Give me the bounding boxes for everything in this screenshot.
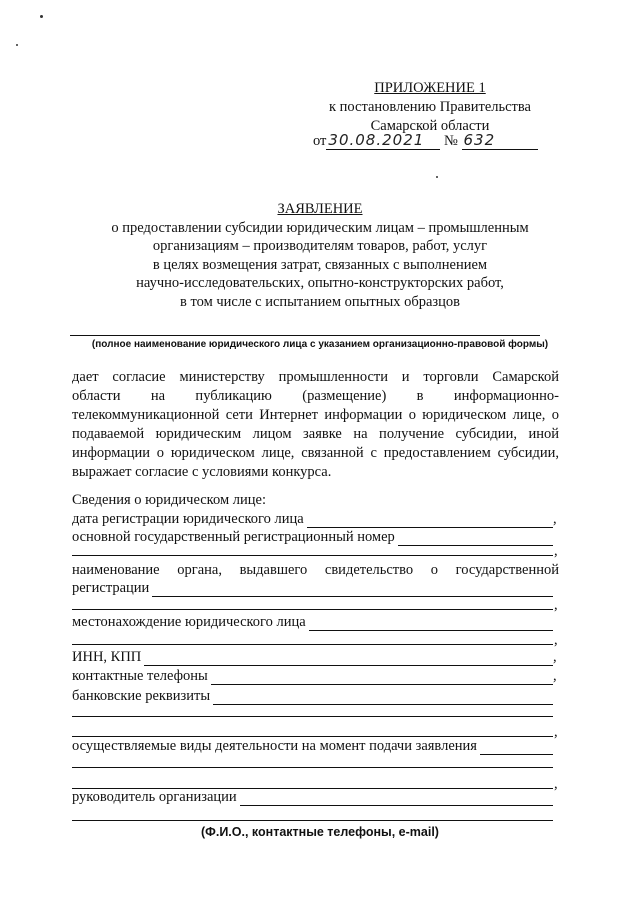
handwritten-date: 30.08.2021 <box>326 131 440 150</box>
title-line: в целях возмещения затрат, связанных с выполнением <box>152 256 488 273</box>
reg-date-label: дата регистрации юридического лица <box>72 511 304 527</box>
bank-row <box>72 687 559 705</box>
reg-date-field[interactable] <box>307 514 553 528</box>
comma: , <box>554 597 558 613</box>
ogrn-label: основной государственный регистрационный номер <box>72 529 395 545</box>
ogrn-field-continued[interactable] <box>72 555 553 556</box>
phones-row <box>72 667 559 685</box>
section-heading: Сведения о юридическом лице: <box>72 492 266 508</box>
annex-region: Самарской области <box>370 118 490 134</box>
comma: , <box>554 543 558 559</box>
scan-speck <box>436 176 438 178</box>
phones-field[interactable] <box>211 671 553 685</box>
authority-label-line1: наименование органа, выдавшего свидетельство о государственной <box>72 562 559 578</box>
comma: , <box>553 668 557 684</box>
scan-speck <box>16 44 18 46</box>
annex-resolution: к постановлению Правительства <box>329 99 531 115</box>
comma: , <box>554 632 558 648</box>
consent-paragraph <box>72 368 559 482</box>
bank-field-continued[interactable] <box>72 716 553 717</box>
comma: , <box>554 776 558 792</box>
handwritten-number: 632 <box>462 131 538 150</box>
activities-row <box>72 737 559 755</box>
full-name-caption: (полное наименование юридического лица с указанием организационно-правовой формы) <box>91 339 549 350</box>
activities-field[interactable] <box>480 741 553 755</box>
head-field[interactable] <box>240 792 553 806</box>
head-label: руководитель организации <box>72 789 237 805</box>
phones-label: контактные телефоны <box>72 668 208 684</box>
bank-field[interactable] <box>213 691 553 705</box>
consent-first-line: дает согласие министерству промышленности и торговли Самарской <box>72 369 559 385</box>
title-line: организациям – производителям товаров, работ, услуг <box>152 238 488 254</box>
comma: , <box>554 724 558 740</box>
date-prefix: от <box>313 133 327 149</box>
bank-label: банковские реквизиты <box>72 688 211 704</box>
authority-row <box>72 579 559 597</box>
location-field-continued[interactable] <box>72 644 553 645</box>
title-line: научно-исследовательских, опытно-конструкторских работ, <box>136 275 504 291</box>
full-name-field[interactable] <box>70 335 540 336</box>
ogrn-field[interactable] <box>398 532 553 546</box>
comma: , <box>553 649 557 665</box>
location-row <box>72 613 559 631</box>
location-label: местонахождение юридического лица <box>72 614 306 630</box>
annex-title: ПРИЛОЖЕНИЕ 1 <box>374 80 486 96</box>
title-heading: ЗАЯВЛЕНИЕ <box>277 201 363 217</box>
activities-field-continued[interactable] <box>72 767 553 768</box>
inn-row <box>72 648 559 666</box>
head-field-continued[interactable] <box>72 820 553 821</box>
head-row <box>72 788 559 806</box>
title-line: о предоставлении субсидии юридическим лицам – промышленным <box>111 219 529 236</box>
footer-caption: (Ф.И.О., контактные телефоны, e-mail) <box>201 825 439 839</box>
authority-label-line2: регистрации <box>72 580 150 596</box>
comma: , <box>553 511 557 527</box>
authority-field[interactable] <box>152 583 553 597</box>
consent-rest: области на публикацию (размещение) в информационно-телекоммуникационной сети Интернет информации о юридическом лице, о подаваемой юридическим лицом заявке на получение субсидии, иной информации о юридическом лице, связанной с предоставлением субсидии, выражает согласие с условиями конкурса. <box>72 388 559 480</box>
annex-date-line <box>313 131 538 150</box>
application-title <box>60 200 580 311</box>
reg-date-row <box>72 510 559 528</box>
location-field[interactable] <box>309 617 553 631</box>
inn-label: ИНН, КПП <box>72 649 142 665</box>
activities-label: осуществляемые виды деятельности на момент подачи заявления <box>72 738 477 754</box>
number-sign: № <box>444 133 458 149</box>
annex-header <box>300 79 560 136</box>
scan-speck <box>40 15 43 18</box>
inn-field[interactable] <box>144 652 553 666</box>
ogrn-row <box>72 528 559 546</box>
authority-field-continued[interactable] <box>72 609 553 610</box>
title-line: в том числе с испытанием опытных образцов <box>179 293 460 310</box>
